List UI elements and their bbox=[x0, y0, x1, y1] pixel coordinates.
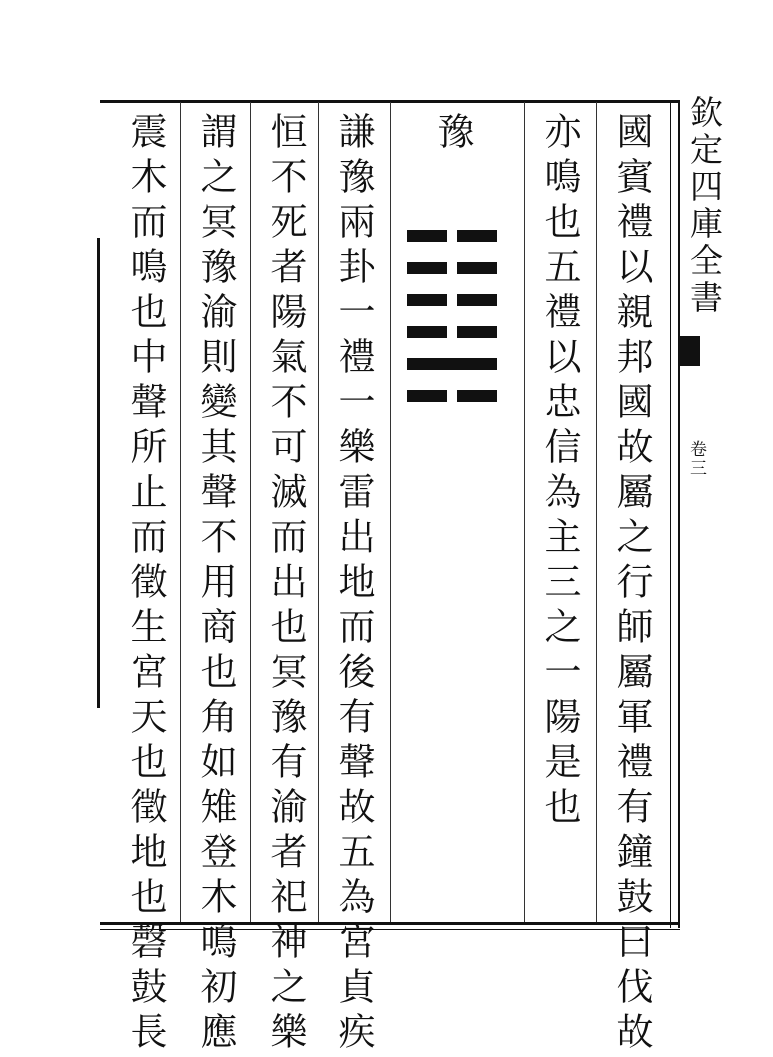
margin-book-title: 欽定四庫全書 bbox=[685, 95, 724, 317]
yin-segment bbox=[407, 390, 447, 402]
column-separator bbox=[596, 102, 597, 922]
hexagram-line-2 bbox=[407, 262, 497, 274]
yin-segment bbox=[457, 390, 497, 402]
text-column-5: 謂之冥豫渝則變其聲不用商也角如雉登木鳴初應 bbox=[194, 112, 237, 1057]
yin-segment bbox=[457, 294, 497, 306]
text-column-1: 國賓禮以親邦國故屬之行師屬軍禮有鐘鼓曰伐故 bbox=[610, 112, 653, 1057]
yin-segment bbox=[457, 326, 497, 338]
hexagram-line-6 bbox=[407, 390, 497, 402]
frame-bottom-rule-inner bbox=[100, 929, 680, 930]
frame-right-rule-inner bbox=[670, 100, 671, 928]
column-separator bbox=[250, 102, 251, 922]
yin-segment bbox=[457, 230, 497, 242]
hexagram-line-4 bbox=[407, 326, 497, 338]
text-column-4: 恒不死者陽氣不可滅而出也冥豫有渝者祀神之樂 bbox=[264, 112, 307, 1057]
hexagram-figure bbox=[407, 230, 497, 400]
column-separator bbox=[180, 102, 181, 922]
yin-segment bbox=[457, 262, 497, 274]
text-column-2: 亦鳴也五禮以忠信為主三之一陽是也 bbox=[538, 112, 581, 832]
column-separator bbox=[318, 102, 319, 922]
hexagram-line-3 bbox=[407, 294, 497, 306]
hexagram-line-1 bbox=[407, 230, 497, 242]
yang-segment bbox=[407, 358, 497, 370]
frame-right-rule bbox=[678, 100, 680, 928]
hexagram-name: 豫 bbox=[431, 112, 474, 149]
yin-segment bbox=[407, 262, 447, 274]
frame-left-edge bbox=[97, 238, 100, 708]
hexagram-line-5 bbox=[407, 358, 497, 370]
yin-segment bbox=[407, 230, 447, 242]
column-separator bbox=[390, 102, 391, 922]
fishtail-mark bbox=[680, 336, 700, 366]
frame-bottom-rule bbox=[100, 922, 680, 925]
text-column-3: 謙豫兩卦一禮一樂雷出地而後有聲故五為宮貞疾 bbox=[332, 112, 375, 1057]
yin-segment bbox=[407, 294, 447, 306]
column-separator bbox=[524, 102, 525, 922]
yin-segment bbox=[407, 326, 447, 338]
frame-top-rule bbox=[100, 100, 678, 103]
text-column-6: 震木而鳴也中聲所止而徵生宮天也徵地也磬鼓長 bbox=[124, 112, 167, 1057]
margin-volume-label: 卷三 bbox=[686, 440, 706, 478]
